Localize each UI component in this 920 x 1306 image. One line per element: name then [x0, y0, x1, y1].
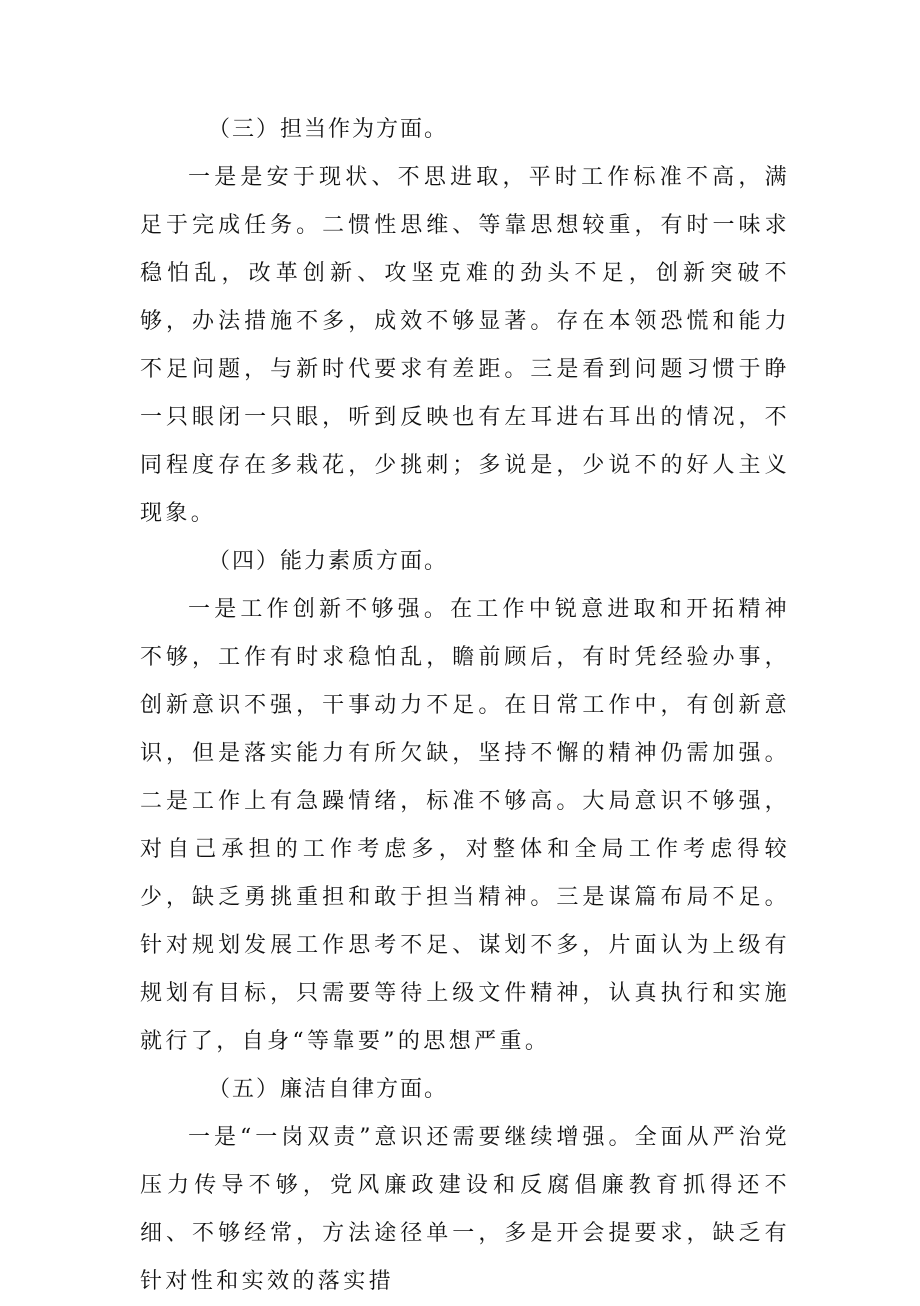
section-heading-5: （五）廉洁自律方面。 — [208, 1077, 449, 1102]
section-paragraph-4: 一是工作创新不够强。在工作中锐意进取和开拓精神不够，工作有时求稳怕乱，瞻前顾后，有时凭经验办事，创新意识不强，干事动力不足。在日常工作中，有创新意识，但是落实能力有所欠缺，坚持不懈的精神仍需加强。二是工作上有急躁情绪，标准不够高。大局意识不够强，对自己承担的工作考虑多，对整体和全局工作考虑得较少，缺乏勇挑重担和敢于担当精神。三是谋篇布局不足。针对规划发展工作思考不足、谋划不多，片面认为上级有规划有目标，只需要等待上级文件精神，认真执行和实施就行了，自身“等靠要”的思想严重。 — [140, 597, 790, 1054]
section-paragraph-3: 一是是安于现状、不思进取，平时工作标准不高，满足于完成任务。二惯性思维、等靠思想较重，有时一味求稳怕乱，改革创新、攻坚克难的劲头不足，创新突破不够，办法措施不多，成效不够显著。存在本领恐慌和能力不足问题，与新时代要求有差距。三是看到问题习惯于睁一只眼闭一只眼，听到反映也有左耳进右耳出的情况，不同程度存在多栽花，少挑刺；多说是，少说不的好人主义现象。 — [140, 165, 790, 526]
section-paragraph-5: 一是“一岗双责”意识还需要继续增强。全面从严治党压力传导不够，党风廉政建设和反腐倡廉教育抓得还不细、不够经常，方法途径单一，多是开会提要求，缺乏有针对性和实效的落实措 — [140, 1125, 790, 1294]
section-heading-4: （四）能力素质方面。 — [208, 549, 449, 574]
section-heading-3: （三）担当作为方面。 — [208, 117, 449, 142]
document-body — [140, 106, 790, 1306]
